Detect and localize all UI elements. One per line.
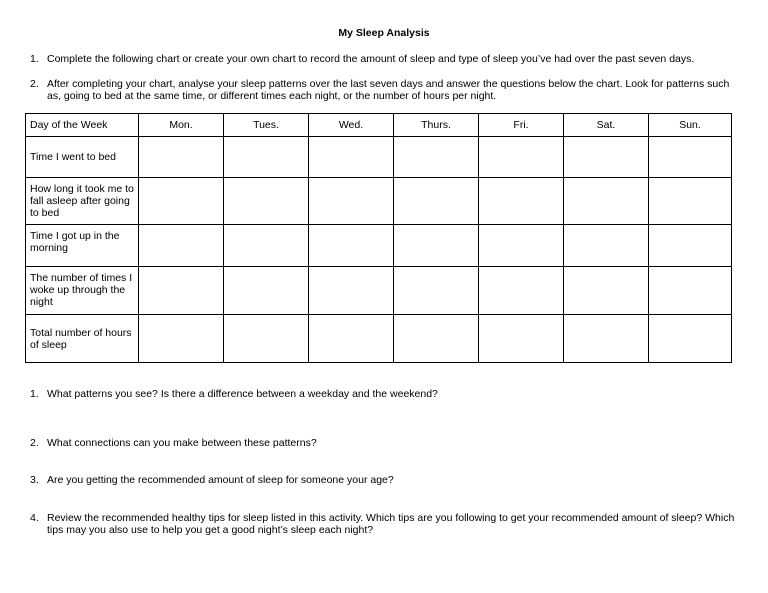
table-cell[interactable] — [394, 178, 479, 225]
table-cell[interactable] — [224, 178, 309, 225]
instruction-item — [30, 53, 735, 65]
table-cell[interactable] — [564, 178, 649, 225]
instruction-item — [30, 78, 735, 102]
day-of-week-header: Day of the Week — [26, 114, 139, 137]
table-cell[interactable] — [649, 137, 732, 178]
day-header-sun: Sun. — [649, 114, 732, 137]
table-cell[interactable] — [479, 267, 564, 315]
question-text: What connections can you make between these patterns? — [47, 437, 317, 449]
day-header-thurs: Thurs. — [394, 114, 479, 137]
table-cell[interactable] — [309, 315, 394, 363]
table-cell[interactable] — [479, 137, 564, 178]
row-label-times-woke: The number of times I woke up through the night — [26, 267, 139, 315]
table-cell[interactable] — [309, 225, 394, 267]
table-cell[interactable] — [224, 315, 309, 363]
table-cell[interactable] — [139, 178, 224, 225]
table-cell[interactable] — [139, 137, 224, 178]
table-cell[interactable] — [309, 178, 394, 225]
table-cell[interactable] — [649, 178, 732, 225]
table-cell[interactable] — [564, 267, 649, 315]
instructions-list — [30, 53, 735, 65]
table-row — [26, 225, 732, 267]
page-title: My Sleep Analysis — [338, 27, 430, 39]
table-cell[interactable] — [139, 225, 224, 267]
row-label-total-hours: Total number of hours of sleep — [26, 315, 139, 363]
table-cell[interactable] — [224, 137, 309, 178]
table-row — [26, 267, 732, 315]
table-row — [26, 178, 732, 225]
question-number: 1. — [30, 388, 39, 400]
table-cell[interactable] — [479, 315, 564, 363]
question-number: 2. — [30, 437, 39, 449]
sleep-chart-table — [25, 113, 732, 363]
day-header-sat: Sat. — [564, 114, 649, 137]
table-row — [26, 315, 732, 363]
question-item — [30, 388, 735, 400]
instruction-number: 1. — [30, 53, 39, 65]
table-cell[interactable] — [309, 267, 394, 315]
table-row — [26, 137, 732, 178]
table-header-row — [26, 114, 732, 137]
day-header-tues: Tues. — [224, 114, 309, 137]
table-cell[interactable] — [649, 225, 732, 267]
question-item — [30, 474, 735, 486]
instruction-text: After completing your chart, analyse your sleep patterns over the last seven days and answer the questions below the chart. Look for patterns such as, going to bed at the same time, or different times each night, or the number of hours per night. — [47, 78, 730, 102]
table-cell[interactable] — [564, 225, 649, 267]
table-cell[interactable] — [479, 178, 564, 225]
table-cell[interactable] — [224, 267, 309, 315]
day-header-mon: Mon. — [139, 114, 224, 137]
table-cell[interactable] — [564, 315, 649, 363]
table-cell[interactable] — [139, 315, 224, 363]
row-label-bedtime: Time I went to bed — [26, 137, 139, 178]
table-cell[interactable] — [394, 225, 479, 267]
table-cell[interactable] — [309, 137, 394, 178]
question-item — [30, 437, 735, 449]
table-cell[interactable] — [479, 225, 564, 267]
table-cell[interactable] — [224, 225, 309, 267]
question-text: Review the recommended healthy tips for sleep listed in this activity. Which tips are you following to get your recommended amount of sleep? Which tips may you also use to help you get a good night’s sleep each night? — [47, 512, 735, 536]
day-header-fri: Fri. — [479, 114, 564, 137]
question-number: 3. — [30, 474, 39, 486]
table-cell[interactable] — [394, 137, 479, 178]
table-cell[interactable] — [649, 315, 732, 363]
table-cell[interactable] — [394, 267, 479, 315]
question-text: Are you getting the recommended amount of sleep for someone your age? — [47, 474, 394, 486]
question-number: 4. — [30, 512, 39, 524]
question-item — [30, 512, 735, 536]
table-cell[interactable] — [564, 137, 649, 178]
instructions-list-2 — [30, 78, 735, 102]
row-label-fall-asleep: How long it took me to fall asleep after going to bed — [26, 178, 139, 225]
table-cell[interactable] — [649, 267, 732, 315]
table-cell[interactable] — [394, 315, 479, 363]
table-cell[interactable] — [139, 267, 224, 315]
instruction-number: 2. — [30, 78, 39, 90]
day-header-wed: Wed. — [309, 114, 394, 137]
question-text: What patterns you see? Is there a difference between a weekday and the weekend? — [47, 388, 438, 400]
instruction-text: Complete the following chart or create your own chart to record the amount of sleep and type of sleep you’ve had over the past seven days. — [47, 53, 695, 65]
row-label-wake-time: Time I got up in the morning — [26, 225, 139, 267]
